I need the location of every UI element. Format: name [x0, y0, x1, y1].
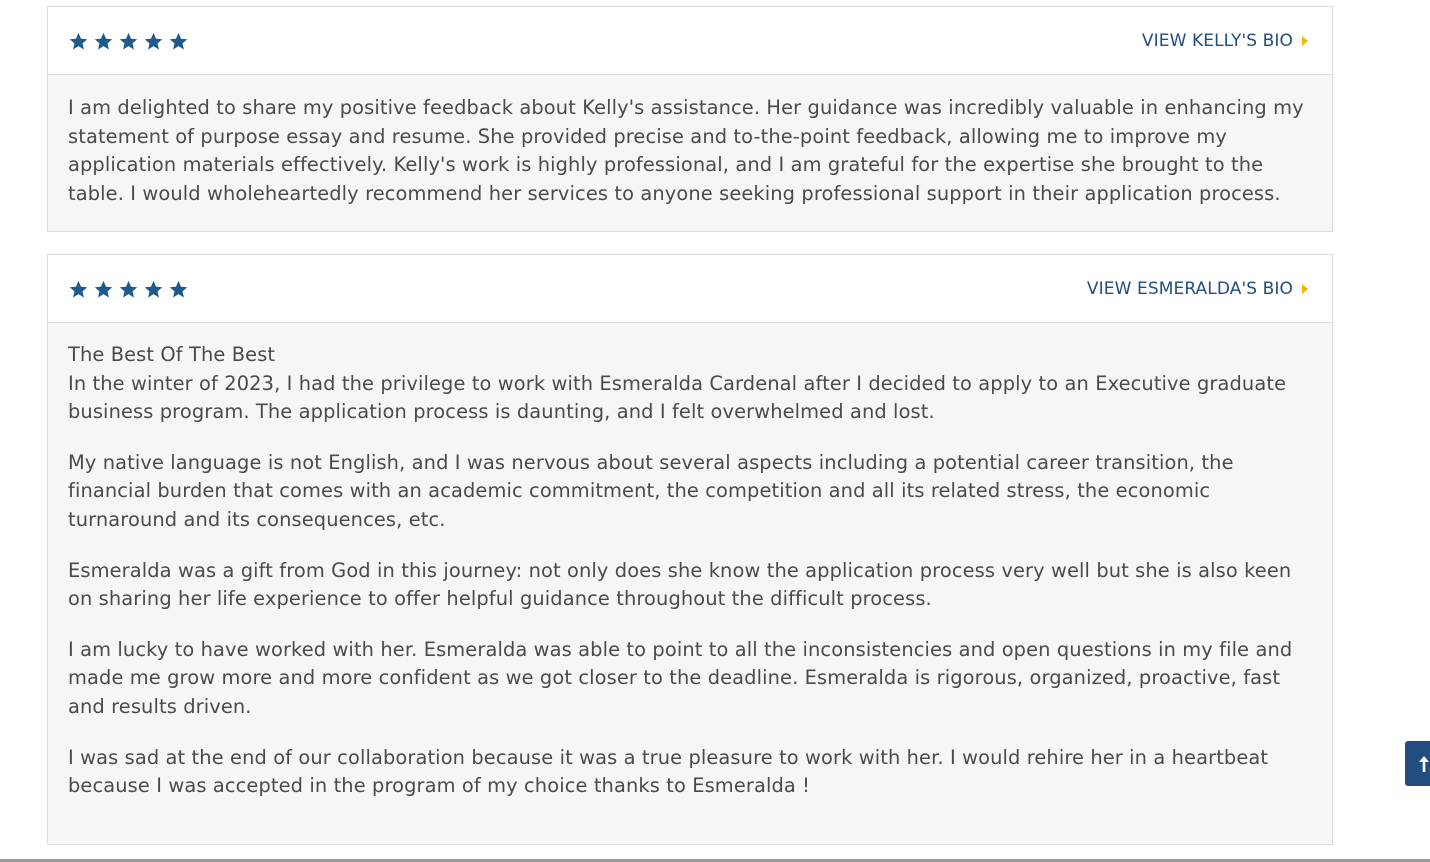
star-icon	[118, 279, 139, 300]
caret-right-icon	[1302, 36, 1308, 46]
review-header	[48, 7, 1332, 75]
review-paragraph: I was sad at the end of our collaboration because it was a true pleasure to work with her. I would rehire her in a heartbeat because I was accepted in the program of my choice thanks to Esmeralda !	[68, 745, 1269, 798]
star-icon	[143, 279, 164, 300]
bio-link-label: VIEW KELLY'S BIO	[1141, 30, 1293, 51]
review-paragraph: I am lucky to have worked with her. Esmeralda was able to point to all the inconsistencies and open questions in my file and made me grow more and more confident as we got closer to the deadline. Esmeralda is rigorous, organized, proactive, fast and results driven.	[68, 637, 1293, 718]
star-icon	[168, 279, 189, 300]
review-card	[47, 254, 1333, 845]
star-rating	[68, 31, 189, 52]
review-paragraph: I am delighted to share my positive feedback about Kelly's assistance. Her guidance was incredibly valuable in enhancing my statement of purpose essay and resume. She provided precise and to-the-point feedback, allowing me to improve my application materials effectively. Kelly's work is highly professional, and I am grateful for the expertise she brought to the table. I would wholeheartedly recommend her services to anyone seeking professional support in their application process.	[68, 96, 1304, 205]
arrow-up-icon	[1417, 755, 1430, 773]
view-kelly-bio-link[interactable]	[1142, 31, 1308, 51]
star-icon	[68, 31, 89, 52]
view-esmeralda-bio-link[interactable]	[1087, 279, 1308, 299]
scroll-to-top-button[interactable]	[1405, 741, 1430, 786]
star-icon	[168, 31, 189, 52]
review-paragraph: My native language is not English, and I was nervous about several aspects including a potential career transition, the financial burden that comes with an academic commitment, the competition and all its related stress, the economic turnaround and its consequences, etc.	[68, 450, 1234, 531]
star-icon	[68, 279, 89, 300]
star-icon	[93, 279, 114, 300]
caret-right-icon	[1302, 284, 1308, 294]
review-paragraph: Esmeralda was a gift from God in this journey: not only does she know the application process very well but she is also keen on sharing her life experience to offer helpful guidance throughout the difficult process.	[68, 558, 1292, 611]
star-rating	[68, 279, 189, 300]
review-text	[48, 323, 1332, 801]
star-icon	[143, 31, 164, 52]
star-icon	[93, 31, 114, 52]
review-paragraph: In the winter of 2023, I had the privilege to work with Esmeralda Cardenal after I decided to apply to an Executive graduate business program. The application process is daunting, and I felt overwhelmed and lost.	[68, 371, 1287, 424]
review-text	[48, 75, 1332, 208]
bio-link-label: VIEW ESMERALDA'S BIO	[1086, 278, 1293, 299]
review-header	[48, 255, 1332, 323]
review-card	[47, 6, 1333, 232]
star-icon	[118, 31, 139, 52]
review-title: The Best Of The Best	[68, 343, 276, 366]
